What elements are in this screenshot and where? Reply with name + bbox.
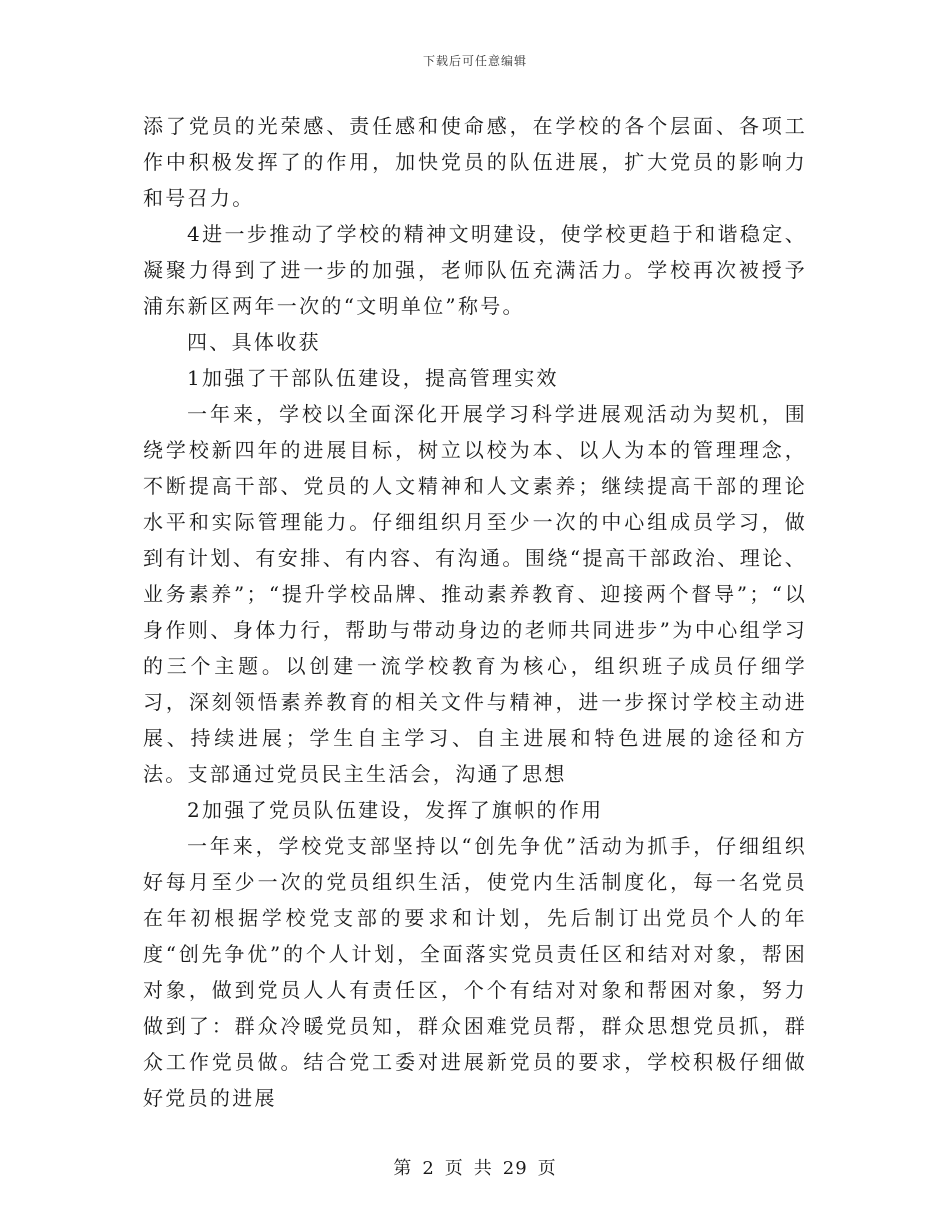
document-body [143,108,807,1116]
footer-total-word: 共 [473,1158,493,1179]
page-footer [0,1154,950,1180]
footer-total-pages: 29 [502,1158,528,1179]
paragraph-2: 4进一步推动了学校的精神文明建设，使学校更趋于和谐稳定、凝聚力得到了进一步的加强，老师队伍充满活力。学校再次被授予浦东新区两年一次的“文明单位”称号。 [143,222,807,318]
footer-page-word: 页 [444,1158,464,1179]
paragraph-4: 一年来，学校党支部坚持以“创先争优”活动为抓手，仔细组织好每月至少一次的党员组织生活，使党内生活制度化，每一名党员在年初根据学校党支部的要求和计划，先后制订出党员个人的年度“创先争优”的个人计划，全面落实党员责任区和结对对象，帮困对象，做到党员人人有责任区，个个有结对对象和帮困对象，努力做到了：群众冷暖党员知，群众困难党员帮，群众思想党员抓，群众工作党员做。结合党工委对进展新党员的要求，学校积极仔细做好党员的进展 [143,834,807,1110]
footer-page-number: 2 [422,1158,435,1179]
page-header: 下载后可任意编辑 [422,54,527,68]
section-heading: 四、具体收获 [187,330,321,354]
subheading-1: 1加强了干部队伍建设，提高管理实效 [187,366,559,390]
paragraph-1: 添了党员的光荣感、责任感和使命感，在学校的各个层面、各项工作中积极发挥了的作用，加快党员的队伍进展，扩大党员的影响力和号召力。 [143,114,807,210]
paragraph-3: 一年来，学校以全面深化开展学习科学进展观活动为契机，围绕学校新四年的进展目标，树立以校为本、以人为本的管理理念，不断提高干部、党员的人文精神和人文素养；继续提高干部的理论水平和实际管理能力。仔细组织月至少一次的中心组成员学习，做到有计划、有安排、有内容、有沟通。围绕“提高干部政治、理论、业务素养”；“提升学校品牌、推动素养教育、迎接两个督导”；“以身作则、身体力行，帮助与带动身边的老师共同进步”为中心组学习的三个主题。以创建一流学校教育为核心，组织班子成员仔细学习，深刻领悟素养教育的相关文件与精神，进一步探讨学校主动进展、持续进展；学生自主学习、自主进展和特色进展的途径和方法。支部通过党员民主生活会，沟通了思想 [143,402,807,786]
footer-suffix: 页 [537,1158,557,1179]
footer-prefix: 第 [393,1158,413,1179]
subheading-2: 2加强了党员队伍建设，发挥了旗帜的作用 [187,798,604,822]
